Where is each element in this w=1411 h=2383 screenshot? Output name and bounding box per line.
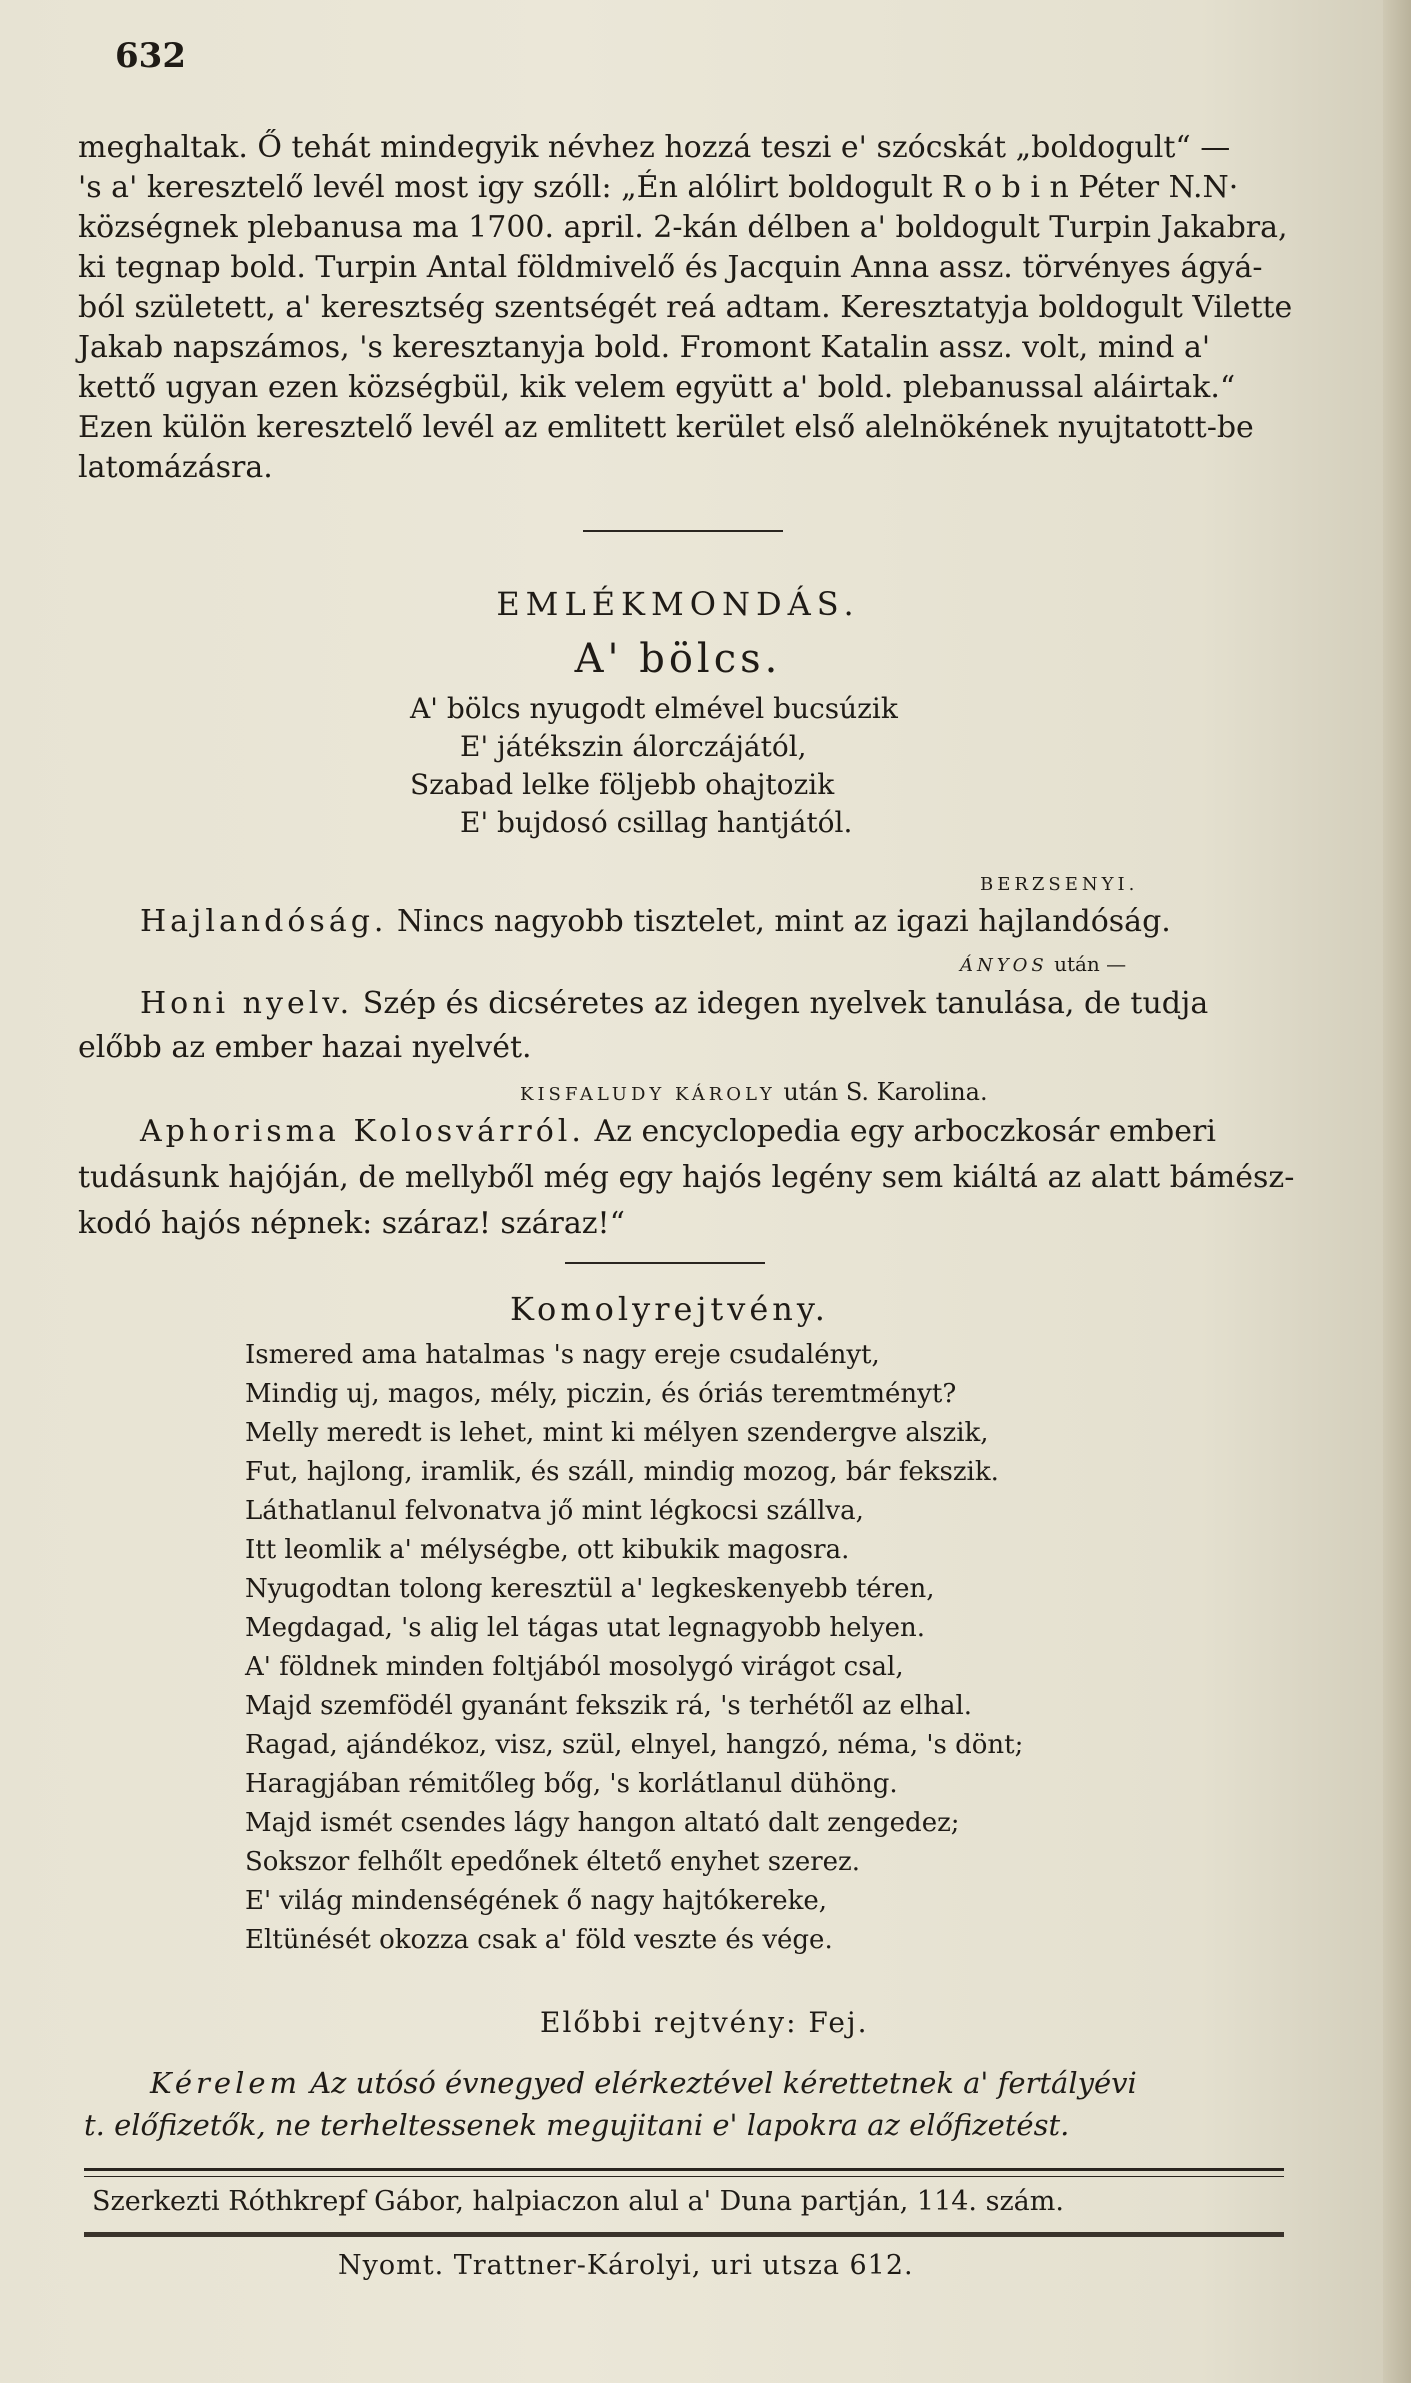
- honi-nyelv-entry: [140, 986, 1208, 1021]
- riddle-line: Sokszor felhőlt epedőnek éltető enyhet szerez.: [245, 1847, 860, 1877]
- intro-line: latomázásra.: [78, 450, 273, 485]
- riddle-line: Ragad, ajándékoz, visz, szül, elnyel, hangzó, néma, 's dönt;: [245, 1730, 1024, 1760]
- section-subtitle: A' bölcs.: [574, 636, 782, 682]
- aphorisma-line2: tudásunk hajóján, de mellyből még egy hajós legény sem kiáltá az alatt bámész-: [78, 1160, 1295, 1195]
- honi-nyelv-author-suffix: után S. Karolina.: [783, 1078, 988, 1106]
- riddle-poem: [245, 1336, 1245, 1960]
- riddle-line: Nyugodtan tolong keresztül a' legkeskenyebb téren,: [245, 1574, 935, 1604]
- request-notice: [150, 2066, 1137, 2100]
- request-word: Kérelem: [150, 2066, 302, 2100]
- printer-line: Nyomt. Trattner-Károlyi, uri utsza 612.: [338, 2250, 914, 2281]
- intro-line: ból született, a' keresztség szentségét reá adtam. Keresztatyja boldogult Vilette: [78, 290, 1293, 325]
- honi-nyelv-author: [520, 1078, 988, 1106]
- intro-paragraph: [78, 128, 1293, 488]
- subtitle-block: [78, 636, 1278, 682]
- riddle-line: Haragjában rémitőleg bőg, 's korlátlanul dühöng.: [245, 1769, 898, 1799]
- aphorisma-term: Aphorisma Kolosvárról.: [140, 1114, 585, 1149]
- hajlandosag-author-suffix: után —: [1054, 952, 1127, 976]
- riddle-line: Fut, hajlong, iramlik, és száll, mindig mozog, bár fekszik.: [245, 1457, 999, 1487]
- aphorisma-entry: [140, 1114, 1216, 1149]
- intro-line: kettő ugyan ezen községbül, kik velem együtt a' bold. plebanussal aláirtak.“: [78, 370, 1236, 405]
- riddle-line: Mindig uj, magos, mély, piczin, és óriás teremtményt?: [245, 1379, 957, 1409]
- aphorisma-line1: Az encyclopedia egy arboczkosár emberi: [594, 1114, 1216, 1149]
- intro-line: 's a' keresztelő levél most igy szóll: „Én alólirt boldogult R o b i n Péter N.N·: [78, 170, 1239, 205]
- verse-line: E' bujdosó csillag hantjától.: [460, 806, 853, 839]
- intro-line: Jakab napszámos, 's keresztanyja bold. Fromont Katalin assz. volt, mind a': [78, 330, 1211, 365]
- verse-block: [410, 690, 1110, 842]
- riddle-title: Komolyrejtvény.: [510, 1290, 829, 1328]
- request-line1: Az utósó évnegyed elérkeztével kérettetnek a' fertályévi: [310, 2066, 1137, 2100]
- riddle-line: A' földnek minden foltjából mosolygó virágot csal,: [245, 1652, 904, 1682]
- request-line2: t. előfizetők, ne terheltessenek megujitani e' lapokra az előfizetést.: [84, 2108, 1070, 2142]
- verse-line: E' játékszin álorczájától,: [460, 730, 807, 763]
- verse-line: Szabad lelke följebb ohajtozik: [410, 768, 835, 801]
- riddle-line: Megdagad, 's alig lel tágas utat legnagyobb helyen.: [245, 1613, 925, 1643]
- hajlandosag-text: Nincs nagyobb tisztelet, mint az igazi hajlandóság.: [397, 904, 1171, 939]
- hajlandosag-term: Hajlandóság.: [140, 904, 388, 939]
- intro-line: Ezen külön keresztelő levél az emlitett kerület első alelnökének nyujtatott-be: [78, 410, 1254, 445]
- riddle-line: Ismered ama hatalmas 's nagy ereje csudalényt,: [245, 1340, 880, 1370]
- hajlandosag-author-name: ÁNYOS: [960, 955, 1048, 976]
- intro-paragraph-text: [78, 128, 1293, 488]
- footer-rule-top-thin: [84, 2176, 1284, 2177]
- riddle-line: Láthatlanul felvonatva jő mint légkocsi szállva,: [245, 1496, 864, 1526]
- intro-line: községnek plebanusa ma 1700. april. 2-kán délben a' boldogult Turpin Jakabra,: [78, 210, 1288, 245]
- footer-rule-bottom: [84, 2232, 1284, 2237]
- editor-line: Szerkezti Róthkrepf Gábor, halpiaczon alul a' Duna partján, 114. szám.: [92, 2186, 1064, 2217]
- honi-nyelv-line2: előbb az ember hazai nyelvét.: [78, 1030, 532, 1065]
- riddle-line: E' világ mindenségének ő nagy hajtókereke,: [245, 1886, 828, 1916]
- riddle-line: Majd ismét csendes lágy hangon altató dalt zengedez;: [245, 1808, 960, 1838]
- intro-line: ki tegnap bold. Turpin Antal földmivelő és Jacquin Anna assz. törvényes ágyá-: [78, 250, 1263, 285]
- intro-line: meghaltak. Ő tehát mindegyik névhez hozzá teszi e' szócskát „boldogult“ —: [78, 130, 1231, 165]
- honi-nyelv-line1: Szép és dicséretes az idegen nyelvek tanulása, de tudja: [362, 986, 1209, 1021]
- riddle-divider: [565, 1262, 765, 1264]
- honi-nyelv-term: Honi nyelv.: [140, 986, 354, 1021]
- riddle-line: Majd szemfödél gyanánt fekszik rá, 's terhétől az elhal.: [245, 1691, 973, 1721]
- riddle-line: Itt leomlik a' mélységbe, ott kibukik magosra.: [245, 1535, 850, 1565]
- previous-riddle-answer: Előbbi rejtvény: Fej.: [540, 2006, 869, 2039]
- page-spine-edge: [1383, 0, 1411, 2383]
- verse-author: BERZSENYI.: [980, 874, 1139, 895]
- honi-nyelv-author-name: KISFALUDY KÁROLY: [520, 1084, 776, 1105]
- aphorisma-line3: kodó hajós népnek: száraz! száraz!“: [78, 1206, 625, 1241]
- page-number: 632: [115, 36, 186, 76]
- riddle-line: Melly meredt is lehet, mint ki mélyen szendergve alszik,: [245, 1418, 989, 1448]
- riddle-line: Eltünését okozza csak a' föld veszte és vége.: [245, 1925, 833, 1955]
- verse-line: A' bölcs nyugodt elmével bucsúzik: [410, 692, 898, 725]
- section-title-block: [78, 585, 1278, 623]
- section-title: EMLÉKMONDÁS.: [496, 585, 860, 623]
- section-divider: [583, 530, 783, 532]
- hajlandosag-author: [960, 952, 1126, 976]
- footer-rule-top: [84, 2168, 1284, 2171]
- hajlandosag-entry: [140, 904, 1171, 939]
